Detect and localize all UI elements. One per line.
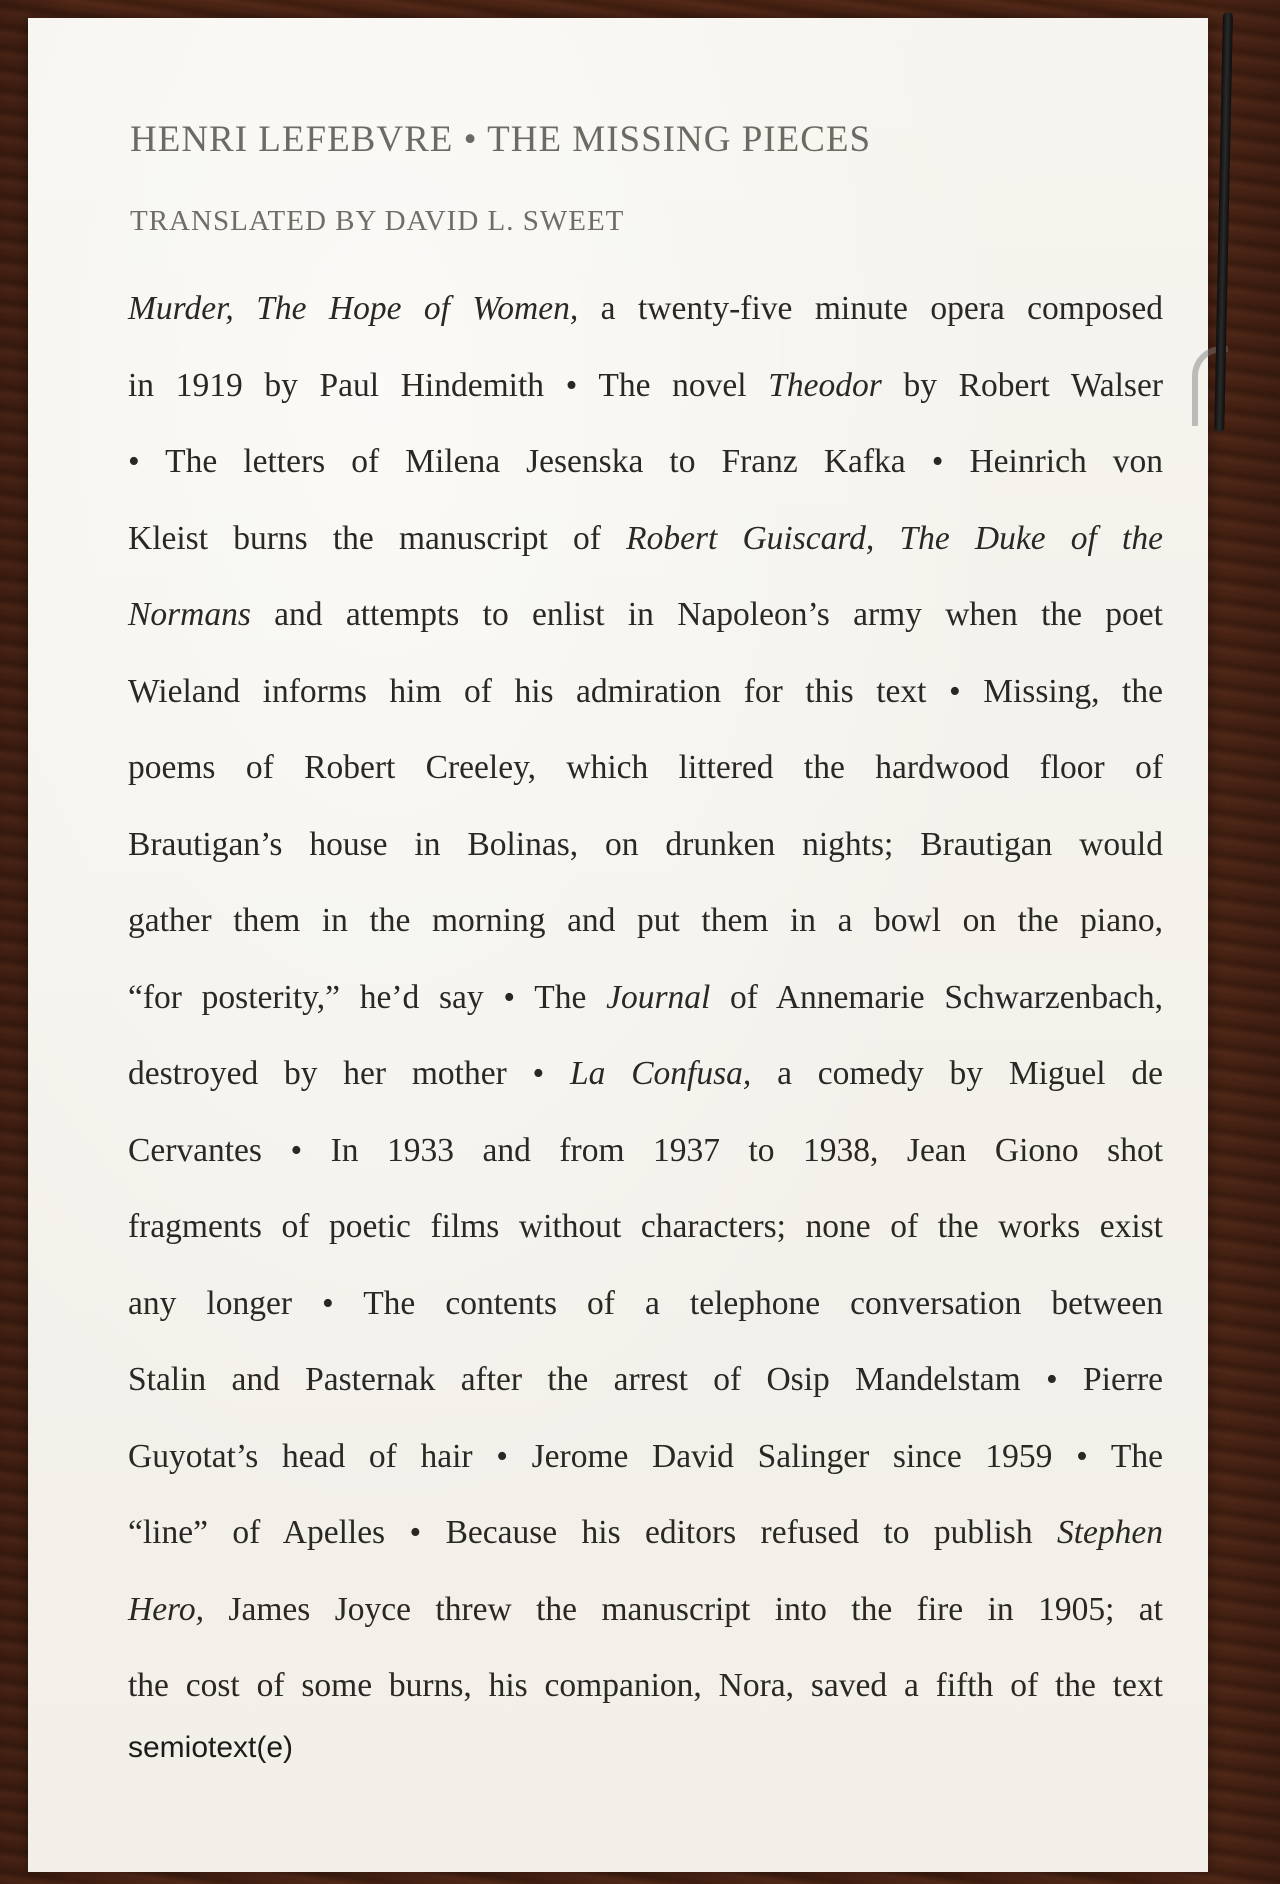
blurb-line: [128, 1572, 1163, 1649]
publisher-logo: semiotext(e): [128, 1731, 294, 1764]
blurb-segment: any longer • The contents of a telephone conversation between: [128, 1284, 1163, 1322]
blurb-line: [128, 1036, 1163, 1113]
italic-title: Murder, The Hope of Women,: [128, 290, 579, 327]
blurb-segment: gather them in the morning and put them in a bowl on the piano,: [128, 902, 1163, 939]
blurb-line: [128, 501, 1163, 578]
blurb-line: [128, 1648, 1163, 1725]
italic-title: La Confusa,: [570, 1055, 752, 1092]
blurb-segment: Kleist burns the manuscript of: [128, 519, 627, 557]
italic-title: Journal: [606, 978, 711, 1016]
blurb-line: [128, 271, 1163, 348]
blurb-segment: Brautigan’s house in Bolinas, on drunken nights; Brautigan would: [128, 825, 1163, 863]
blurb-line: [128, 730, 1163, 807]
italic-title: Normans: [128, 596, 251, 633]
blurb-line: [128, 883, 1163, 960]
book-title: HENRI LEFEBVRE • THE MISSING PIECES: [130, 119, 872, 160]
blurb-line: [128, 960, 1163, 1037]
blurb-segment: a twenty-five minute opera composed: [578, 290, 1163, 327]
blurb-segment: by Robert Walser: [881, 366, 1163, 404]
blurb-line: [128, 1113, 1163, 1190]
blurb-line: [128, 424, 1163, 501]
blurb-segment: Stalin and Pasternak after the arrest of Osip Mandelstam • Pierre: [128, 1361, 1163, 1398]
blurb-segment: “for posterity,” he’d say • The: [128, 978, 607, 1016]
blurb-segment: destroyed by her mother •: [128, 1055, 571, 1092]
blurb-line: [128, 1495, 1163, 1572]
blurb-segment: Wieland informs him of his admiration for this text • Missing, the: [128, 672, 1163, 710]
blurb-text: [128, 271, 1163, 1725]
bookmark-ribbon: [1214, 12, 1233, 432]
blurb-segment: Guyotat’s head of hair • Jerome David Salinger since 1959 • The: [128, 1437, 1163, 1475]
italic-title: Stephen: [1056, 1514, 1163, 1551]
blurb-line: [128, 807, 1163, 884]
blurb-line: [128, 1342, 1163, 1419]
blurb-line: [128, 348, 1163, 425]
blurb-line: [128, 1419, 1163, 1496]
blurb-segment: of Annemarie Schwarzenbach,: [710, 978, 1163, 1016]
italic-title: Theodor: [768, 366, 882, 404]
blurb-segment: a comedy by Miguel de: [751, 1055, 1163, 1092]
blurb-line: [128, 577, 1163, 654]
italic-title: Robert Guiscard, The Duke of the: [626, 519, 1163, 557]
blurb-segment: and attempts to enlist in Napoleon’s army when the poet: [250, 596, 1163, 633]
blurb-segment: “line” of Apelles • Because his editors refused to publish: [128, 1514, 1057, 1551]
blurb-segment: • The letters of Milena Jesenska to Franz Kafka • Heinrich von: [128, 443, 1163, 480]
blurb-segment: fragments of poetic films without characters; none of the works exist: [128, 1208, 1163, 1245]
blurb-segment: poems of Robert Creeley, which littered the hardwood floor of: [128, 749, 1163, 786]
blurb-segment: Cervantes • In 1933 and from 1937 to 1938, Jean Giono shot: [128, 1131, 1163, 1169]
blurb-segment: in 1919 by Paul Hindemith • The novel: [128, 366, 769, 404]
translator-credit: TRANSLATED BY DAVID L. SWEET: [130, 205, 625, 237]
blurb-segment: James Joyce threw the manuscript into the fire in 1905; at: [203, 1590, 1163, 1628]
blurb-line: [128, 1189, 1163, 1266]
blurb-line: [128, 1266, 1163, 1343]
italic-title: Hero,: [128, 1590, 204, 1628]
blurb-segment: the cost of some burns, his companion, Nora, saved a fifth of the text: [128, 1667, 1163, 1704]
blurb-line: [128, 654, 1163, 731]
